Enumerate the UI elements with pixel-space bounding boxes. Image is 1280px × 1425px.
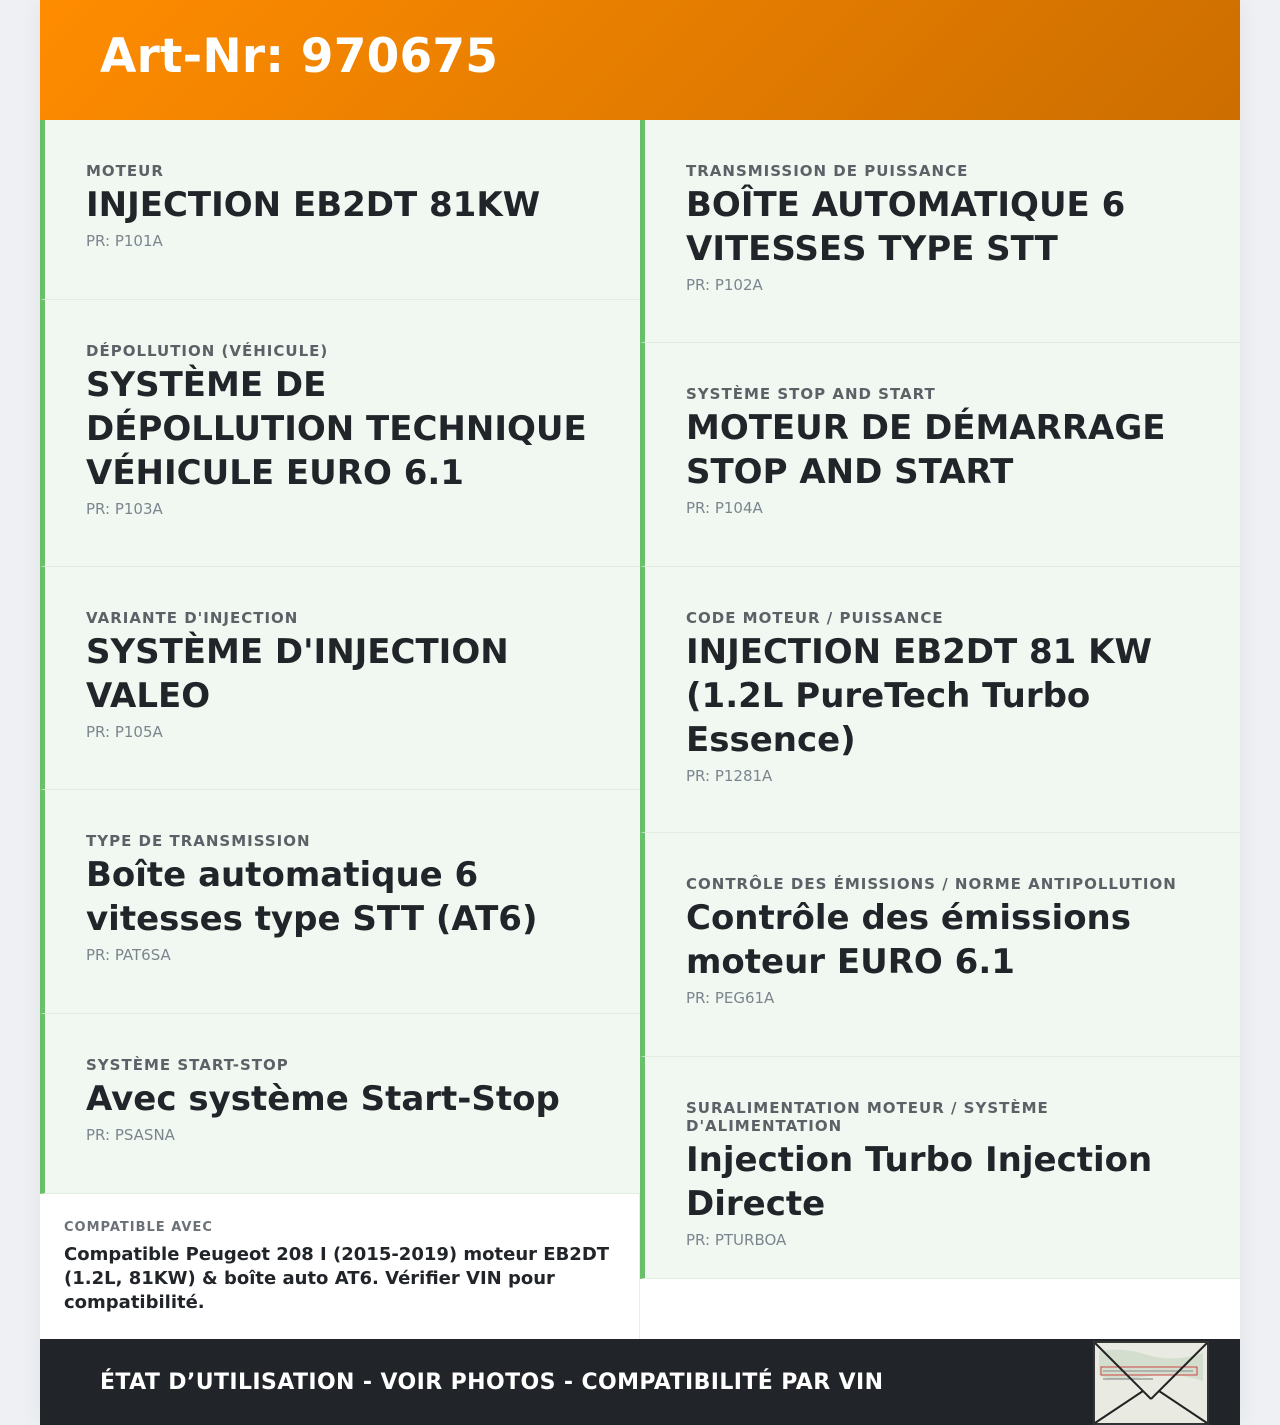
spec-code: PR: PAT6SA [86, 946, 171, 964]
spec-value: BOÎTE AUTOMATIQUE 6 VITESSES TYPE STT [686, 185, 1126, 269]
article-card [40, 0, 1240, 1425]
spec-column-left [40, 120, 640, 1339]
spec-label: SURALIMENTATION MOTEUR / SYSTÈME D'ALIMENTATION [686, 1099, 1049, 1135]
footer-text: ÉTAT D’UTILISATION - VOIR PHOTOS - COMPATIBILITÉ PAR VIN [100, 1369, 884, 1395]
spec-value: MOTEUR DE DÉMARRAGE STOP AND START [686, 408, 1166, 492]
spec-value: Boîte automatique 6 vitesses type STT (AT6) [86, 855, 538, 939]
spec-cell-stop-and-start [640, 343, 1240, 567]
footer-bar [40, 1339, 1240, 1425]
spec-label: DÉPOLLUTION (VÉHICULE) [86, 342, 329, 360]
spec-label: VARIANTE D'INJECTION [86, 609, 299, 627]
spec-code: PR: PEG61A [686, 989, 775, 1007]
spec-cell-suralimentation [640, 1057, 1240, 1279]
compatibility-label: COMPATIBLE AVEC [64, 1220, 213, 1235]
spec-code: PR: P1281A [686, 767, 773, 785]
spec-label: SYSTÈME START-STOP [86, 1056, 289, 1074]
spec-label: TYPE DE TRANSMISSION [86, 832, 311, 850]
article-number-title: Art-Nr: 970675 [100, 28, 499, 84]
spec-code: PR: P102A [686, 276, 763, 294]
spec-value: SYSTÈME D'INJECTION VALEO [86, 632, 509, 716]
compatibility-box [40, 1194, 640, 1339]
spec-cell-transmission-puissance [640, 120, 1240, 343]
spec-value: INJECTION EB2DT 81 KW (1.2L PureTech Turbo Essence) [686, 632, 1153, 760]
spec-cell-type-transmission [40, 790, 640, 1014]
spec-grid [40, 120, 1240, 1339]
spec-label: CONTRÔLE DES ÉMISSIONS / NORME ANTIPOLLUTION [686, 875, 1177, 893]
spec-column-right [640, 120, 1240, 1339]
spec-cell-start-stop [40, 1014, 640, 1194]
spec-value: Avec système Start-Stop [86, 1079, 560, 1119]
spec-value: Contrôle des émissions moteur EURO 6.1 [686, 898, 1131, 982]
spec-code: PR: P103A [86, 500, 163, 518]
spec-cell-controle-emissions [640, 833, 1240, 1057]
spec-cell-depollution [40, 300, 640, 567]
spec-value: Injection Turbo Injection Directe [686, 1140, 1153, 1224]
spec-code: PR: P105A [86, 723, 163, 741]
spec-value: SYSTÈME DE DÉPOLLUTION TECHNIQUE VÉHICULE EURO 6.1 [86, 365, 587, 493]
spec-label: CODE MOTEUR / PUISSANCE [686, 609, 944, 627]
spec-label: MOTEUR [86, 162, 164, 180]
spec-code: PR: PSASNA [86, 1126, 175, 1144]
spec-code: PR: PTURBOA [686, 1231, 787, 1249]
envelope-label-icon [1093, 1341, 1209, 1425]
label-thumbnail-image [1093, 1341, 1209, 1425]
header-banner [40, 0, 1240, 120]
compatibility-text: Compatible Peugeot 208 I (2015-2019) moteur EB2DT (1.2L, 81KW) & boîte auto AT6. Vérifier VIN pour compatibilité. [64, 1244, 610, 1313]
spec-cell-variante-injection [40, 567, 640, 790]
spec-cell-moteur [40, 120, 640, 300]
spec-label: SYSTÈME STOP AND START [686, 385, 936, 403]
spec-value: INJECTION EB2DT 81KW [86, 185, 541, 225]
spec-cell-code-moteur [640, 567, 1240, 833]
spec-label: TRANSMISSION DE PUISSANCE [686, 162, 969, 180]
spec-code: PR: P104A [686, 499, 763, 517]
spec-code: PR: P101A [86, 232, 163, 250]
